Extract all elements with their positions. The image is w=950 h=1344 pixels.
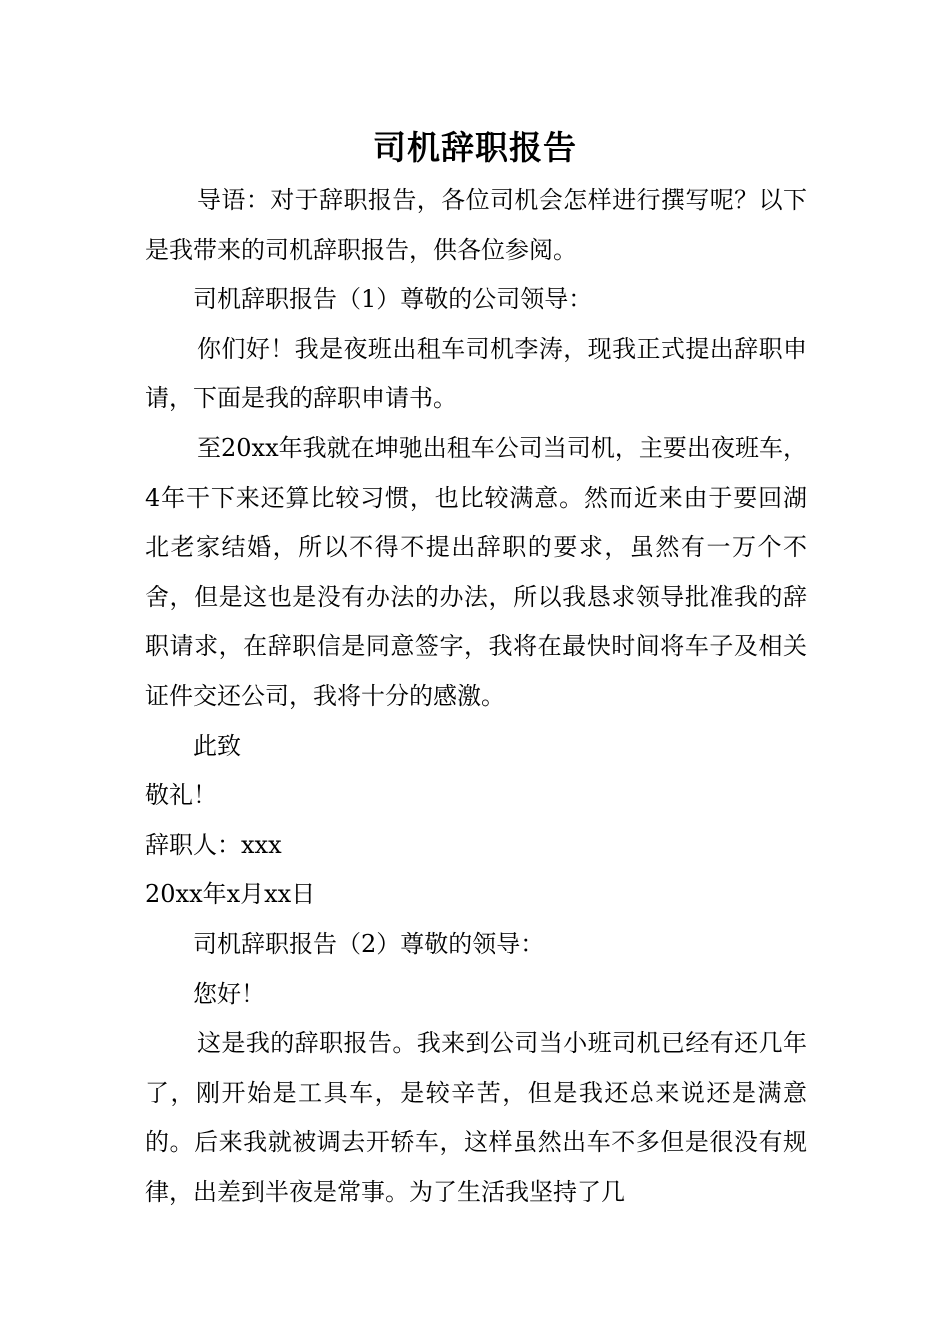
document-title: 司机辞职报告 xyxy=(373,128,577,167)
document-body xyxy=(145,176,807,1217)
report-2-heading: 司机辞职报告（2）尊敬的领导： xyxy=(193,929,545,958)
date-line: 20xx年x月xx日 xyxy=(145,880,316,909)
closing-line: 此致 xyxy=(193,731,241,760)
report-1-body-paragraph: 至20xx年我就在坤驰出租车公司当司机，主要出夜班车，4年干下来还算比较习惯，也比较满意。然而近来由于要回湖北老家结婚，所以不得不提出辞职的要求，虽然有一万个不舍，但是这也是没有办法的办法，所以我恳求领导批准我的辞职请求，在辞职信是同意签字，我将在最快时间将车子及相关证件交还公司，我将十分的感激。 xyxy=(145,433,807,710)
report-1-heading: 司机辞职报告（1）尊敬的公司领导： xyxy=(193,285,593,314)
salute-line: 敬礼！ xyxy=(145,781,217,810)
report-2-body-paragraph: 这是我的辞职报告。我来到公司当小班司机已经有还几年了，刚开始是工具车，是较辛苦，但是我还总来说还是满意的。后来我就被调去开轿车，这样虽然出车不多但是很没有规律，出差到半夜是常事。为了生活我坚持了几 xyxy=(145,1029,807,1206)
intro-paragraph: 导语：对于辞职报告，各位司机会怎样进行撰写呢？以下是我带来的司机辞职报告，供各位参阅。 xyxy=(145,186,807,264)
signature-line: 辞职人：xxx xyxy=(145,830,282,859)
report-2-greeting: 您好！ xyxy=(193,979,265,1008)
report-1-greeting-paragraph: 你们好！我是夜班出租车司机李涛，现我正式提出辞职申请，下面是我的辞职申请书。 xyxy=(145,334,807,413)
